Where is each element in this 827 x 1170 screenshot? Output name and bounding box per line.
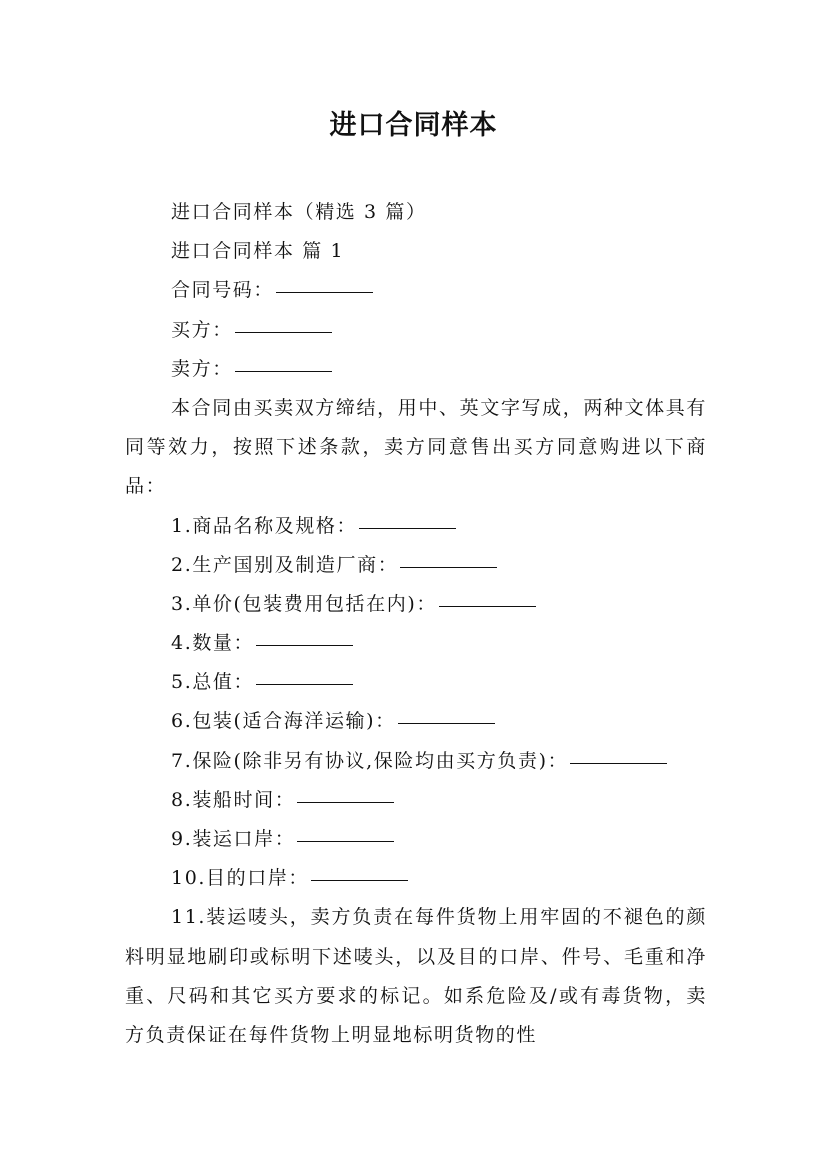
clause-label: 2.生产国别及制造厂商： [171,553,399,576]
clause-blank [570,762,667,764]
clause-blank [398,722,495,724]
clause-label: 3.单价(包装费用包括在内)： [171,592,437,615]
clause-item [125,742,707,781]
clause-item [125,624,707,663]
clause-item [125,859,707,898]
clause-item [125,663,707,702]
clause-blank [256,644,353,646]
clause-label: 9.装运口岸： [171,828,296,851]
clause-label: 8.装船时间： [171,788,296,811]
clause-item [125,507,707,546]
contract-number-label: 合同号码： [171,279,275,302]
clause-item [125,781,707,820]
document-body [125,193,707,1055]
clause-item [125,820,707,859]
clause-blank [400,566,497,568]
clause-item [125,546,707,585]
clause-item [125,702,707,741]
seller-label: 卖方： [171,357,233,380]
clause-blank [297,840,394,842]
clause-blank [311,879,408,881]
buyer-blank [235,331,332,333]
buyer-label: 买方： [171,318,233,341]
document-title: 进口合同样本 [329,110,498,141]
document-subtitle: 进口合同样本（精选 3 篇） [171,201,427,223]
clause-item [125,585,707,624]
buyer-line [125,311,707,350]
clause-blank [256,683,353,685]
clause-label: 7.保险(除非另有协议,保险均由买方负责)： [171,749,569,772]
clause-label: 10.目的口岸： [171,867,310,890]
intro-paragraph: 本合同由买卖双方缔结，用中、英文字写成，两种文体具有同等效力，按照下述条款，卖方同意售出买方同意购进以下商品： [125,396,707,498]
seller-blank [235,370,332,372]
clause-label: 5.总值： [171,671,255,694]
seller-line [125,350,707,389]
clause-label: 4.数量： [171,632,255,655]
clause-blank [439,605,536,607]
clause-blank [359,527,456,529]
clause-11-paragraph: 11.装运唛头，卖方负责在每件货物上用牢固的不褪色的颜料明显地刷印或标明下述唛头，以及目的口岸、件号、毛重和净重、尺码和其它买方要求的标记。如系危险及/或有毒货物，卖方负责保证在每件货物上明显地标明货物的性 [125,906,707,1047]
part-heading: 进口合同样本 篇 1 [171,240,345,263]
clause-blank [297,801,394,803]
clause-label: 1.商品名称及规格： [171,514,358,537]
contract-number-blank [276,291,373,293]
clause-label: 6.包装(适合海洋运输)： [171,710,396,733]
contract-number-line [125,271,707,310]
